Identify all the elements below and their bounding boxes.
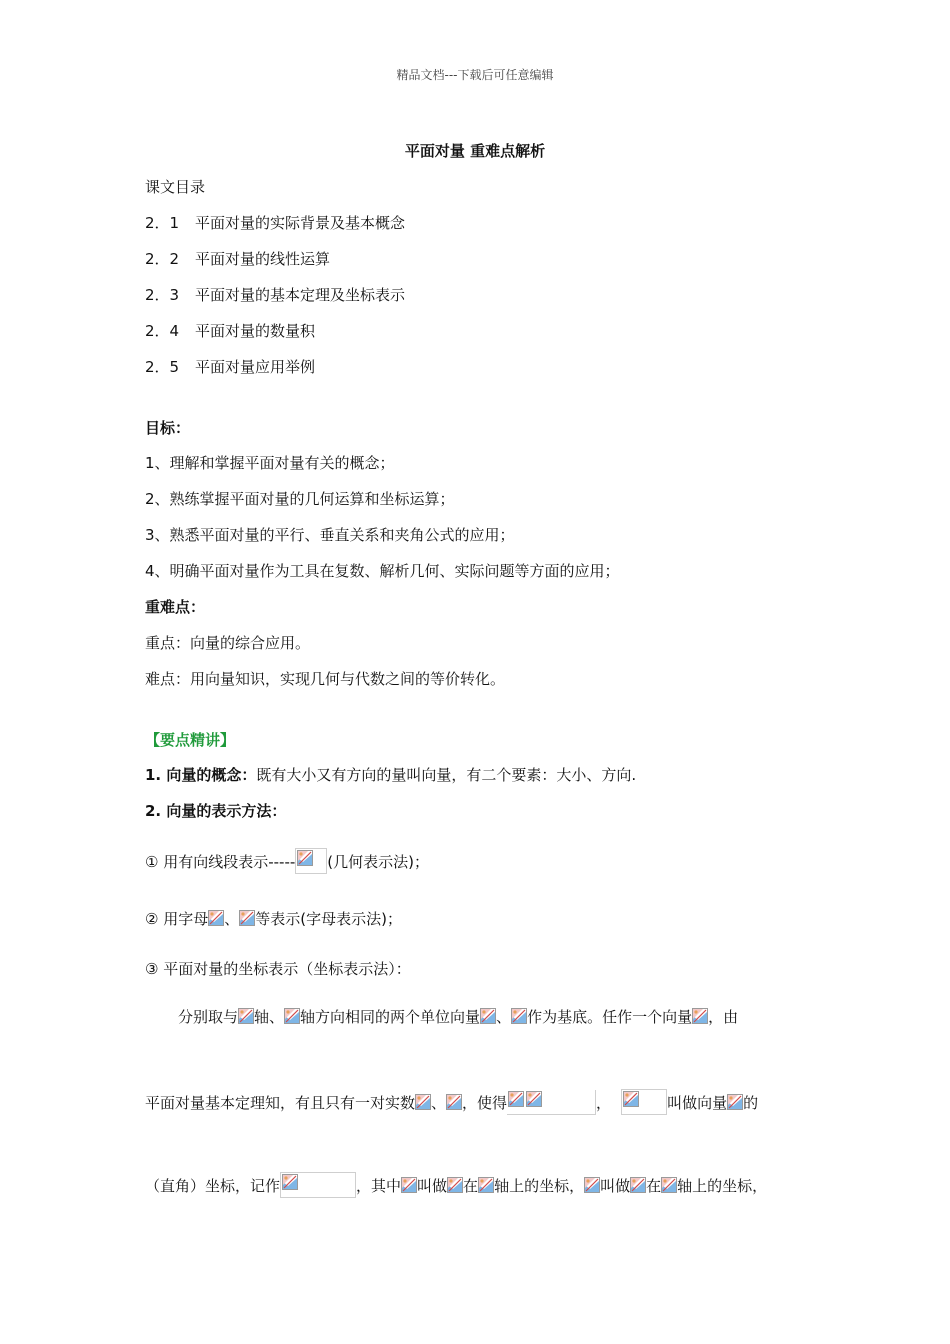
method-coordinates: ③ 平面对量的坐标表示（坐标表示法）： (145, 960, 411, 978)
text-run: 的 (743, 1094, 759, 1112)
vector-concept (145, 765, 636, 785)
broken-image-icon (415, 1094, 431, 1110)
difficulty-heading: 重难点： (145, 598, 206, 616)
method-text: ② 用字母 (145, 910, 209, 928)
broken-image-icon (727, 1094, 743, 1110)
text-run: 轴上的坐标， (494, 1177, 585, 1195)
text-run: 作为基底。任作一个向量 (527, 1008, 693, 1026)
formula-box (280, 1172, 356, 1198)
text-run: 在 (463, 1177, 479, 1195)
paragraph-line (145, 1172, 767, 1198)
toc-item (145, 249, 330, 269)
broken-image-icon (446, 1094, 462, 1110)
goal-item: 1、理解和掌握平面对量有关的概念； (145, 454, 395, 472)
toc-item-number: 2．1 (145, 214, 180, 232)
key-point: 重点：向量的综合应用。 (145, 634, 311, 652)
broken-image-icon (661, 1177, 677, 1193)
text-run: 平面对量基本定理知，有且只有一对实数 (145, 1094, 416, 1112)
text-run: 轴、 (254, 1008, 285, 1026)
toc-item-text: 平面对量的基本定理及坐标表示 (195, 286, 406, 304)
method-text: ① 用有向线段表示----- (145, 853, 296, 871)
section-heading: 【要点精讲】 (145, 731, 236, 749)
toc-item-text: 平面对量的实际背景及基本概念 (195, 214, 406, 232)
broken-image-icon (447, 1177, 463, 1193)
toc-item (145, 357, 315, 377)
broken-image-icon (630, 1177, 646, 1193)
toc-item-text: 平面对量的线性运算 (195, 250, 331, 268)
text-run: ，其中 (356, 1177, 402, 1195)
broken-image-icon (297, 850, 313, 866)
text-run: 在 (646, 1177, 662, 1195)
goal-item: 4、明确平面对量作为工具在复数、解析几何、实际问题等方面的应用； (145, 562, 620, 580)
toc-item (145, 285, 405, 305)
broken-image-icon (511, 1008, 527, 1024)
goals-heading: 目标： (145, 419, 191, 437)
broken-image-icon (584, 1177, 600, 1193)
formula-box (621, 1089, 667, 1115)
text-run: 轴上的坐标， (677, 1177, 768, 1195)
text-run: 分别取与 (178, 1008, 239, 1026)
toc-heading: 课文目录 (145, 178, 206, 196)
paragraph-line (178, 1007, 738, 1027)
text-run: 、 (431, 1094, 447, 1112)
formula-box (295, 848, 327, 874)
text-run: 轴方向相同的两个单位向量 (300, 1008, 481, 1026)
method-text: 等表示(字母表示法)； (255, 910, 402, 928)
goal-item: 3、熟悉平面对量的平行、垂直关系和夹角公式的应用； (145, 526, 515, 544)
method-text: (几何表示法)； (327, 853, 429, 871)
broken-image-icon (508, 1091, 524, 1107)
text-run: 叫做向量 (667, 1094, 728, 1112)
method-text: 、 (224, 910, 240, 928)
text-run: ，由 (708, 1008, 739, 1026)
toc-item-number: 2．4 (145, 322, 180, 340)
text-run: 、 (496, 1008, 512, 1026)
broken-image-icon (623, 1091, 639, 1107)
toc-item-number: 2．2 (145, 250, 180, 268)
broken-image-icon (238, 1008, 254, 1024)
toc-item-text: 平面对量应用举例 (195, 358, 316, 376)
toc-item-text: 平面对量的数量积 (195, 322, 316, 340)
text-run: （直角）坐标，记作 (145, 1177, 281, 1195)
goal-item: 2、熟练掌握平面对量的几何运算和坐标运算； (145, 490, 455, 508)
toc-item (145, 321, 315, 341)
broken-image-icon (208, 910, 224, 926)
toc-item-number: 2．5 (145, 358, 180, 376)
broken-image-icon (480, 1008, 496, 1024)
toc-item-number: 2．3 (145, 286, 180, 304)
vector-concept-label: 1. 向量的概念： (145, 766, 257, 784)
broken-image-icon (282, 1174, 298, 1190)
formula-box (507, 1090, 596, 1115)
broken-image-icon (401, 1177, 417, 1193)
page-title: 平面对量 重难点解析 (404, 142, 546, 160)
broken-image-icon (284, 1008, 300, 1024)
text-run: ， (596, 1094, 612, 1112)
text-run: 叫做 (600, 1177, 631, 1195)
toc-item (145, 213, 405, 233)
text-run: ，使得 (462, 1094, 508, 1112)
broken-image-icon (239, 910, 255, 926)
page-header: 精品文档---下载后可任意编辑 (396, 68, 554, 82)
broken-image-icon (478, 1177, 494, 1193)
broken-image-icon (526, 1091, 542, 1107)
text-run: 叫做 (417, 1177, 448, 1195)
representation-heading: 2. 向量的表示方法： (145, 802, 287, 820)
broken-image-icon (692, 1008, 708, 1024)
vector-concept-text: 既有大小又有方向的量叫向量，有二个要素：大小、方向. (256, 766, 637, 784)
hard-point: 难点：用向量知识，实现几何与代数之间的等价转化。 (145, 670, 506, 688)
paragraph-line (145, 1089, 758, 1115)
method-geometric (145, 848, 429, 874)
method-letters (145, 909, 402, 929)
